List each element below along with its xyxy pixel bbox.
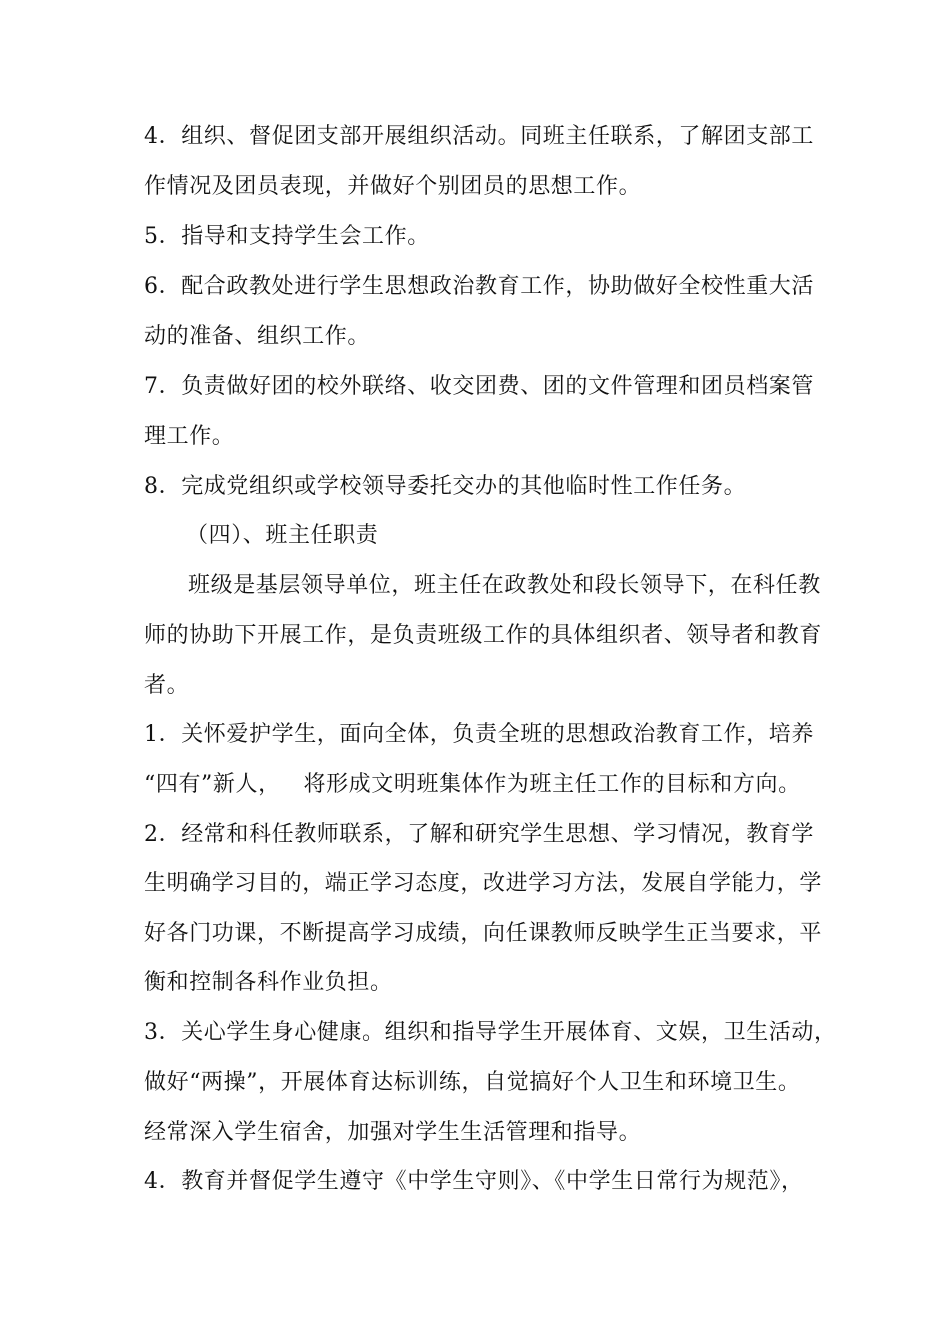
text-line: 6．配合政教处进行学生思想政治教育工作，协助做好全校性重大活 xyxy=(144,274,814,299)
text-line: 理工作。 xyxy=(144,424,235,449)
text-line: 衡和控制各科作业负担。 xyxy=(144,970,393,995)
text-line: 作情况及团员表现，并做好个别团员的思想工作。 xyxy=(144,174,642,199)
text-line: 动的准备、组织工作。 xyxy=(144,324,371,349)
text-line: 做好“两操”，开展体育达标训练，自觉搞好个人卫生和环境卫生。 xyxy=(144,1070,801,1095)
text-line: 班级是基层领导单位，班主任在政教处和段长领导下，在科任教 xyxy=(188,573,821,598)
text-line: 8．完成党组织或学校领导委托交办的其他临时性工作任务。 xyxy=(144,474,747,499)
text-line: 好各门功课，不断提高学习成绩，向任课教师反映学生正当要求，平 xyxy=(144,921,823,946)
text-line: 7．负责做好团的校外联络、收交团费、团的文件管理和团员档案管 xyxy=(144,374,814,399)
text-line: 3．关心学生身心健康。组织和指导学生开展体育、文娱，卫生活动， xyxy=(144,1020,837,1045)
text-line: 5．指导和支持学生会工作。 xyxy=(144,224,430,249)
text-line: 4．教育并督促学生遵守《中学生守则》、《中学生日常行为规范》， xyxy=(144,1169,804,1194)
text-line: “四有”新人， 将形成文明班集体作为班主任工作的目标和方向。 xyxy=(144,772,801,797)
text-line: 1．关怀爱护学生，面向全体，负责全班的思想政治教育工作，培养 xyxy=(144,722,814,747)
text-line: 经常深入学生宿舍，加强对学生生活管理和指导。 xyxy=(144,1120,642,1145)
text-line: 2．经常和科任教师联系，了解和研究学生思想、学习情况，教育学 xyxy=(144,822,814,847)
section-heading: （四）、班主任职责 xyxy=(186,523,379,548)
text-line: 者。 xyxy=(144,673,190,698)
text-line: 生明确学习目的，端正学习态度，改进学习方法，发展自学能力，学 xyxy=(144,871,823,896)
text-line: 4．组织、督促团支部开展组织活动。同班主任联系，了解团支部工 xyxy=(144,124,814,149)
text-line: 师的协助下开展工作，是负责班级工作的具体组织者、领导者和教育 xyxy=(144,623,823,648)
